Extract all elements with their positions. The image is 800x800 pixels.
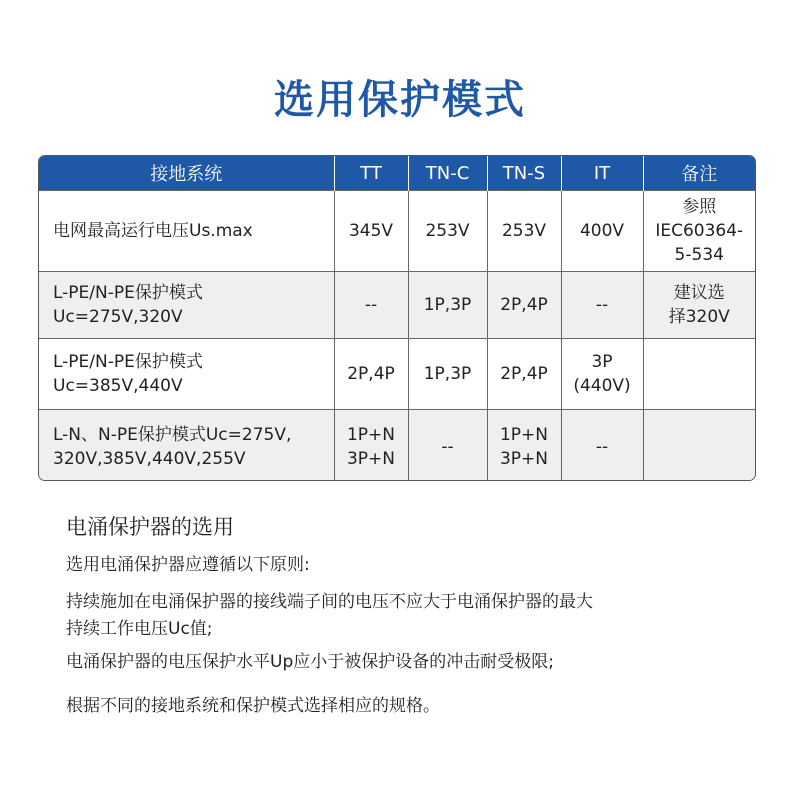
cell-line: 2P,4P [500,364,548,384]
cell-tn-c [408,191,487,272]
cell-line: 1P+N [346,425,396,445]
cell-line: Uc=275V,320V [53,307,183,327]
row-label [39,272,334,339]
cell-it [561,272,643,339]
header-it: IT [561,156,643,191]
cell-line: 3P+N [346,449,396,469]
cell-line: 400V [579,221,625,241]
cell-tn-s [487,191,561,272]
cell-line: 320V,385V,440V,255V [53,449,246,469]
cell-line: 2P,4P [500,295,548,315]
cell-line: 253V [501,221,547,241]
cell-tt [334,191,408,272]
cell-line: 建议选 [673,283,725,303]
cell-line: IEC60364- [655,221,744,241]
cell-line: L-PE/N-PE保护模式 [53,352,203,372]
header-grounding-system: 接地系统 [39,156,334,191]
header-tn-c: TN-C [408,156,487,191]
table-row [39,191,755,272]
cell-note [643,410,755,482]
cell-line: 1P,3P [423,295,472,315]
paragraph-grounding-selection-rule [66,693,746,720]
cell-tt [334,410,408,482]
cell-line: 253V [425,221,470,241]
cell-line: 参照 [682,197,717,217]
paragraph-line: 持续施加在电涌保护器的接线端子间的电压不应大于电涌保护器的最大 [66,592,593,612]
cell-tn-s [487,410,561,482]
cell-it [561,191,643,272]
cell-line: 5-534 [674,245,724,265]
cell-line: -- [364,295,378,315]
cell-note [643,339,755,410]
paragraph-protection-level-rule [66,649,746,676]
cell-line: L-N、N-PE保护模式Uc=275V, [53,425,292,445]
cell-line: 择320V [668,307,730,327]
cell-tn-c [408,339,487,410]
cell-tn-c [408,410,487,482]
cell-line: 1P,3P [423,364,472,384]
table-row [39,339,755,410]
cell-line: 电网最高运行电压Us.max [53,221,253,241]
section-title: 电涌保护器的选用 [66,515,234,539]
cell-note [643,272,755,339]
cell-line: L-PE/N-PE保护模式 [53,283,203,303]
cell-tn-s [487,272,561,339]
cell-it [561,410,643,482]
row-label [39,339,334,410]
cell-line: 3P+N [499,449,549,469]
table-header-row [39,156,755,191]
paragraph-max-voltage-rule [66,589,746,643]
cell-line: (440V) [573,376,631,396]
header-note: 备注 [643,156,755,191]
protection-mode-table-container [38,155,756,481]
cell-line: Uc=385V,440V [53,376,183,396]
cell-line: 3P [591,352,613,372]
cell-line: 1P+N [499,425,549,445]
table-row [39,410,755,482]
row-label [39,191,334,272]
paragraph-line: 持续工作电压Uc值; [66,619,213,639]
row-label [39,410,334,482]
cell-tt [334,272,408,339]
table-row [39,272,755,339]
page-title: 选用保护模式 [274,77,526,123]
paragraph-line: 根据不同的接地系统和保护模式选择相应的规格。 [66,696,440,716]
cell-tt [334,339,408,410]
cell-line: 2P,4P [347,364,395,384]
cell-line: -- [595,295,609,315]
cell-tn-c [408,272,487,339]
cell-it [561,339,643,410]
protection-mode-table [39,156,755,481]
cell-tn-s [487,339,561,410]
paragraph-line: 电涌保护器的电压保护水平Up应小于被保护设备的冲击耐受极限; [66,652,554,672]
paragraph-principles-intro [66,552,746,579]
cell-line: 345V [348,221,394,241]
cell-note [643,191,755,272]
cell-line: -- [595,437,609,457]
header-tn-s: TN-S [487,156,561,191]
cell-line: -- [441,437,454,457]
paragraph-line: 选用电涌保护器应遵循以下原则: [66,555,310,575]
header-tt: TT [334,156,408,191]
